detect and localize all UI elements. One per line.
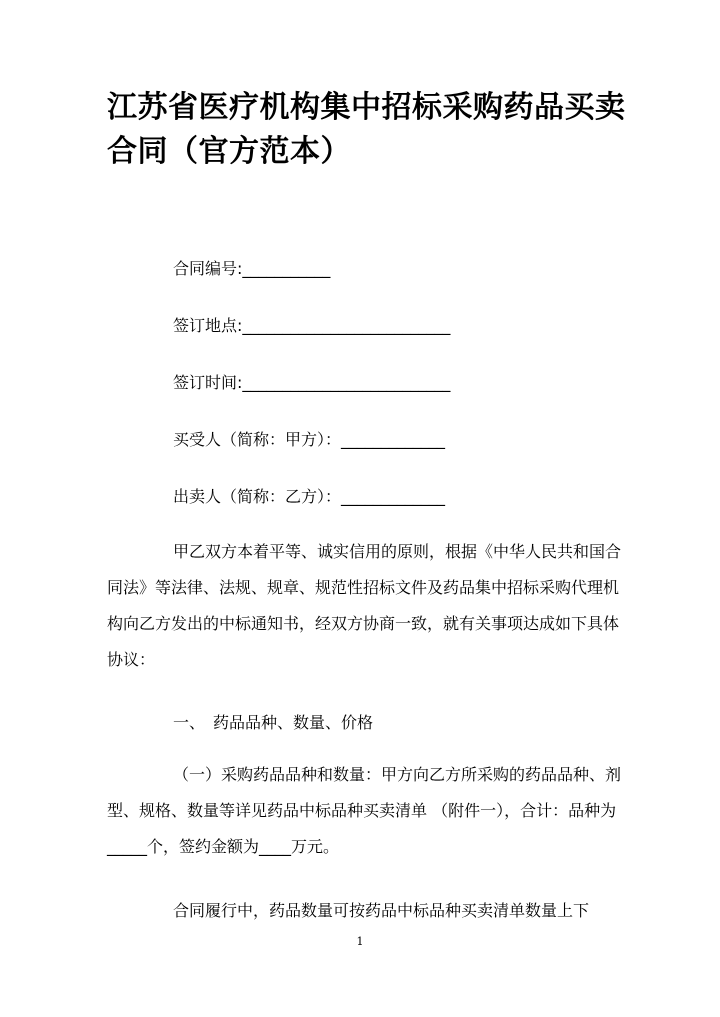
intro-paragraph (107, 534, 622, 678)
section-heading: 一、 药品品种、数量、价格 (173, 713, 374, 732)
clause-paragraph-2 (107, 893, 622, 929)
signing-time-field: 签订时间:__________________________ (173, 373, 451, 392)
intro-text: 甲乙双方本着平等、诚实信用的原则，根据《中华人民共和国合同法》等法律、法规、规章、规范性招标文件及药品集中招标采购代理机构向乙方发出的中标通知书，经双方协商一致，就有关事项达成如下具体协议： (107, 542, 622, 669)
buyer-field: 买受人（简称：甲方）：_____________ (173, 430, 446, 449)
clause-2-text: 合同履行中，药品数量可按药品中标品种买卖清单数量上下 (173, 901, 590, 920)
page-number: 1 (356, 935, 364, 948)
contract-number-field: 合同编号:___________ (173, 259, 331, 278)
clause-1-text: （一）采购药品品种和数量：甲方向乙方所采购的药品品种、剂型、规格、数量等详见药品中标品种买卖清单 （附件一），合计：品种为_____个，签约金额为____万元。 (107, 765, 622, 856)
title-line-1: 江苏省医疗机构集中招标采购药品买卖 (107, 90, 626, 125)
signing-place-field: 签订地点:__________________________ (173, 316, 451, 335)
document-title (107, 86, 627, 174)
clause-paragraph-1 (107, 757, 622, 865)
title-line-2: 合同（官方范本） (107, 134, 351, 169)
seller-field: 出卖人（简称：乙方）：_____________ (173, 487, 446, 506)
